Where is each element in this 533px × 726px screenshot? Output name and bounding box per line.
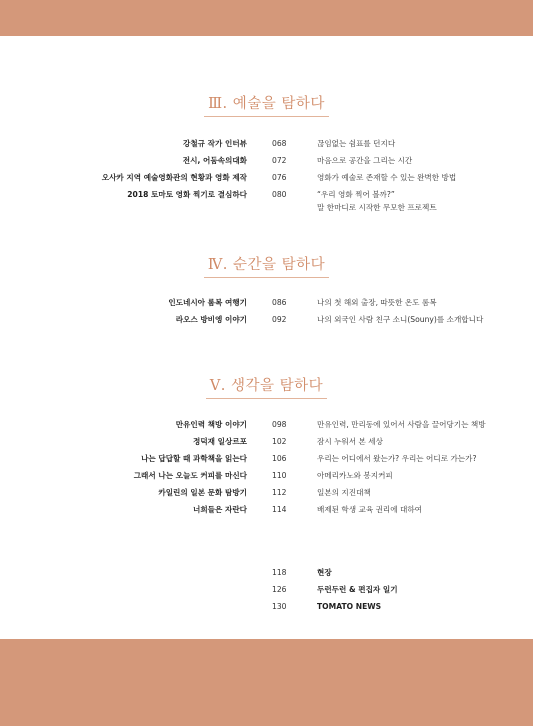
toc-row[interactable] [0,420,533,437]
page-number: 112 [272,488,287,497]
article-desc: 잠시 누워서 본 세상 [317,437,383,446]
section-heading-text: Ⅴ. 생각을 탐하다 [206,374,327,399]
article-title: 강철규 작가 인터뷰 [183,139,247,148]
section-title-3 [0,92,533,117]
article-title: 오사카 지역 예술영화관의 현황과 영화 제작 [101,173,247,182]
article-desc: 만유인력, 만리동에 있어서 사람을 끌어당기는 책방 [317,420,486,429]
article-desc: 나의 첫 해외 출장, 따뜻한 온도 롬복 [317,298,437,307]
toc-row[interactable] [0,454,533,471]
toc-row[interactable] [0,315,533,332]
article-title: 그래서 나는 오늘도 커피를 마신다 [133,471,247,480]
section-4-toc [0,298,533,332]
section-title-5 [0,374,533,399]
page-number: 102 [272,437,287,446]
page-number: 068 [272,139,287,148]
article-desc: 우리는 어디에서 왔는가? 우리는 어디로 가는가? [317,454,477,463]
article-title: 인도네시아 롬복 여행기 [168,298,247,307]
article-desc: 일본의 지진대책 [317,488,371,497]
extra-title: 두런두런 & 편집자 일기 [317,585,398,594]
article-desc: 아메리카노와 봉지커피 [317,471,393,480]
toc-row[interactable] [0,298,533,315]
page-number: 076 [272,173,287,182]
toc-row[interactable] [0,602,533,619]
extra-title: TOMATO NEWS [317,602,382,611]
article-title: 카일린의 일본 문화 탐방기 [158,488,247,497]
article-title: 너희들은 자란다 [193,505,247,514]
page-number: 106 [272,454,287,463]
bottom-color-band [0,639,533,726]
section-5-toc [0,420,533,522]
page-number: 114 [272,505,287,514]
toc-row[interactable] [0,156,533,173]
article-title: 나는 답답할 때 과학책을 읽는다 [141,454,247,463]
page-number: 118 [272,568,287,577]
page-number: 092 [272,315,287,324]
toc-row[interactable] [0,471,533,488]
article-desc: “우리 영화 찍어 볼까?” 말 한마디로 시작한 무모한 프로젝트 [317,190,437,212]
article-title: 전시, 어둠속의대화 [182,156,247,165]
article-title: 만유인력 책방 이야기 [175,420,247,429]
page-number: 098 [272,420,287,429]
toc-row[interactable] [0,139,533,156]
article-desc: 영화가 예술로 존재할 수 있는 완벽한 방법 [317,173,457,182]
article-title: 라오스 방비엥 이야기 [175,315,247,324]
toc-row[interactable] [0,173,533,190]
article-desc: 마음으로 공간을 그리는 시간 [317,156,413,165]
page-number: 130 [272,602,287,611]
page-number: 110 [272,471,287,480]
article-desc: 나의 외국인 사람 친구 소니(Souny)를 소개합니다 [317,315,484,324]
page-number: 126 [272,585,287,594]
extras-toc [0,568,533,619]
toc-row[interactable] [0,488,533,505]
toc-row[interactable] [0,568,533,585]
section-title-4 [0,253,533,278]
page-number: 072 [272,156,287,165]
top-color-band [0,0,533,36]
page-number: 086 [272,298,287,307]
toc-row[interactable] [0,505,533,522]
section-heading-text: Ⅲ. 예술을 탐하다 [204,92,329,117]
toc-row[interactable] [0,190,533,218]
extra-title: 현장 [317,568,332,577]
toc-row[interactable] [0,437,533,454]
page-number: 080 [272,190,287,199]
article-desc: 끊임없는 쉼표를 던지다 [317,139,396,148]
section-heading-text: Ⅳ. 순간을 탐하다 [204,253,329,278]
section-3-toc [0,139,533,218]
article-desc: 배제된 학생 교육 권리에 대하여 [317,505,423,514]
article-title: 2018 토마토 영화 찍기로 결심하다 [127,190,247,199]
toc-row[interactable] [0,585,533,602]
article-title: 정덕재 일상르포 [193,437,247,446]
